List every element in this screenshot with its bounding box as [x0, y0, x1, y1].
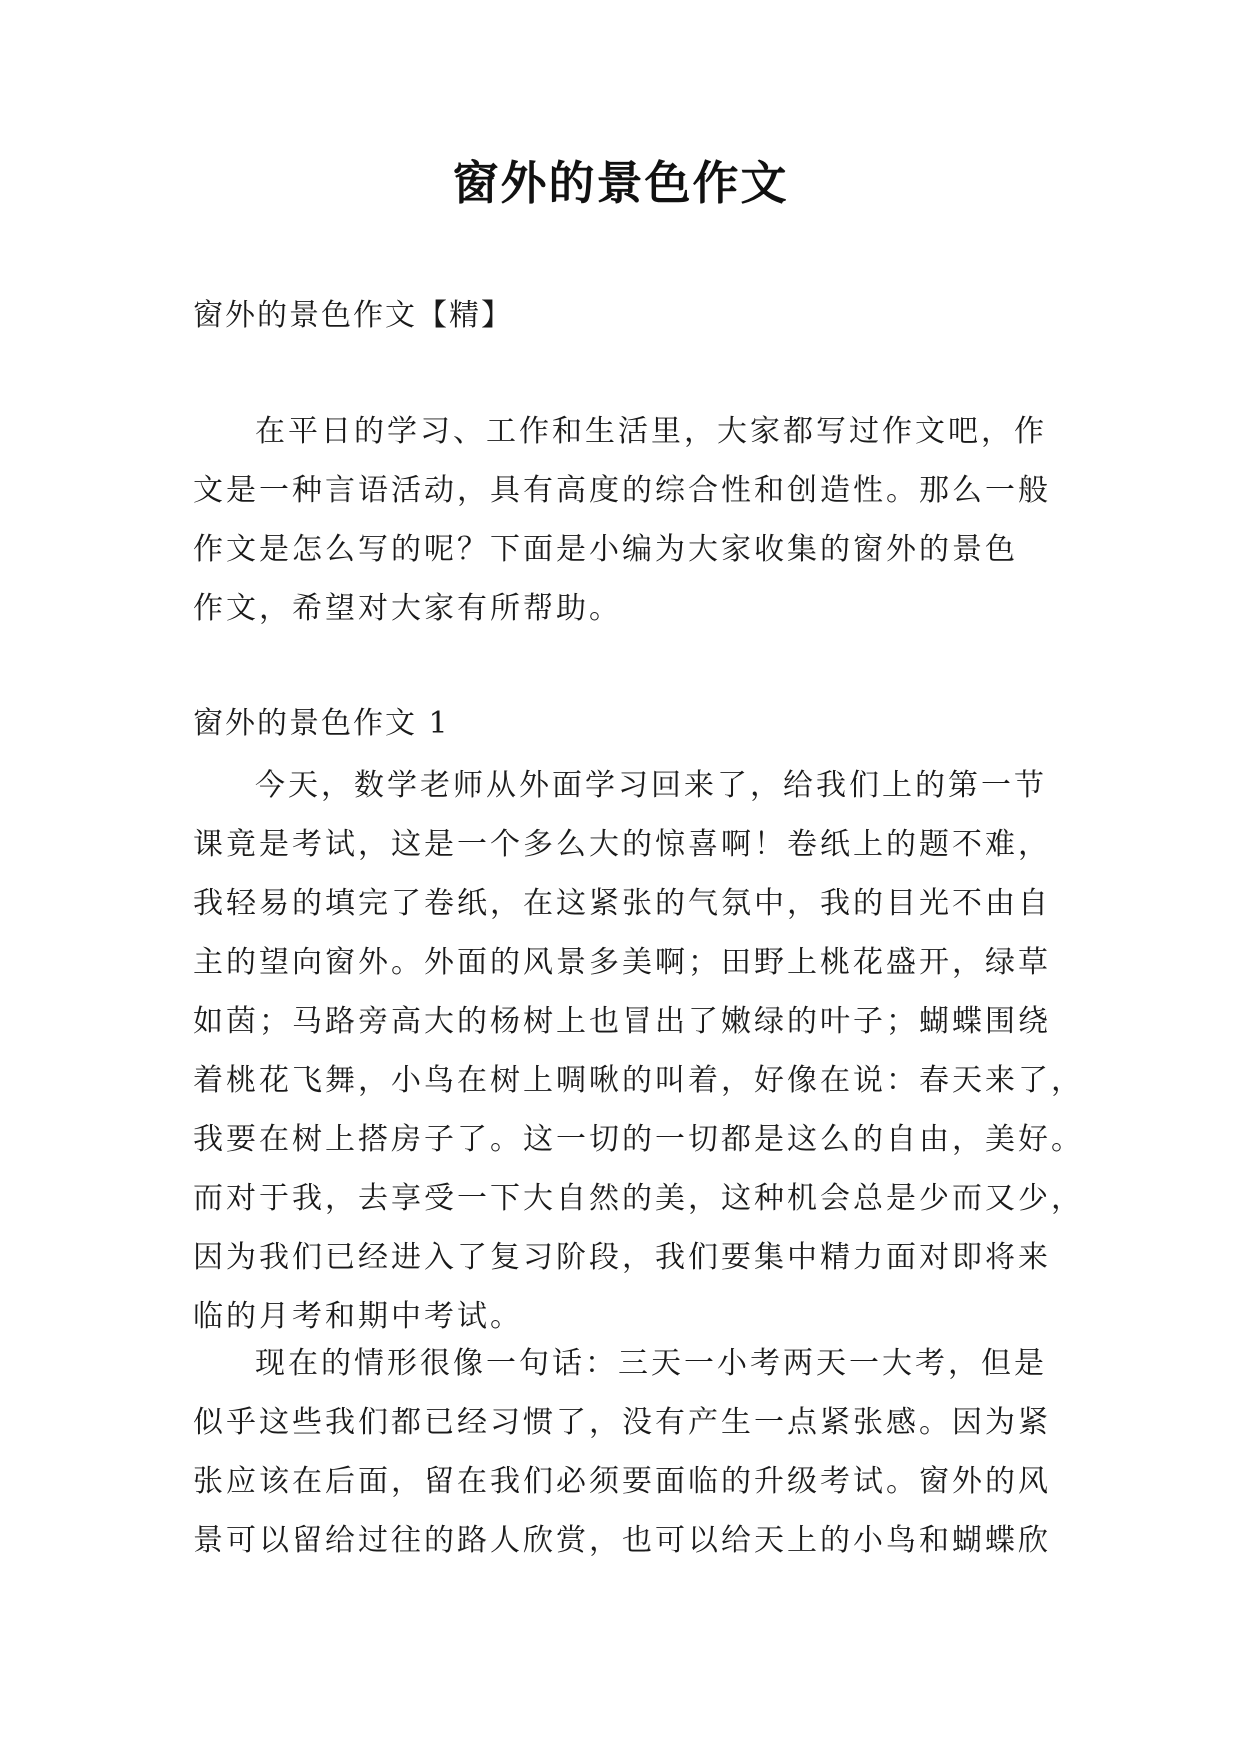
paragraph-line: 现在的情形很像一句话：三天一小考两天一大考，但是 [255, 1346, 1047, 1381]
paragraph-line: 课竟是考试，这是一个多么大的惊喜啊！卷纸上的题不难， [193, 827, 1051, 862]
essay-paragraph-2 [193, 1334, 1053, 1570]
paragraph-line: 今天，数学老师从外面学习回来了，给我们上的第一节 [255, 768, 1047, 803]
paragraph-line: 我要在树上搭房子了。这一切的一切都是这么的自由，美好。 [193, 1122, 1084, 1157]
paragraph-line: 在平日的学习、工作和生活里，大家都写过作文吧，作 [255, 414, 1047, 449]
section-heading: 窗外的景色作文 1 [193, 706, 450, 741]
intro-paragraph [193, 402, 1053, 638]
paragraph-line: 作文，希望对大家有所帮助。 [193, 591, 622, 626]
paragraph-line: 作文是怎么写的呢？下面是小编为大家收集的窗外的景色 [193, 532, 1018, 567]
paragraph-line: 着桃花飞舞，小鸟在树上啁啾的叫着，好像在说：春天来了， [193, 1063, 1084, 1098]
paragraph-line: 如茵；马路旁高大的杨树上也冒出了嫩绿的叶子；蝴蝶围绕 [193, 1004, 1051, 1039]
document-title: 窗外的景色作文 [452, 156, 789, 210]
paragraph-line: 而对于我，去享受一下大自然的美，这种机会总是少而又少， [193, 1181, 1084, 1216]
document-subtitle: 窗外的景色作文【精】 [193, 298, 513, 333]
paragraph-line: 文是一种言语活动，具有高度的综合性和创造性。那么一般 [193, 473, 1051, 508]
paragraph-line: 主的望向窗外。外面的风景多美啊；田野上桃花盛开，绿草 [193, 945, 1051, 980]
paragraph-line: 我轻易的填完了卷纸，在这紧张的气氛中，我的目光不由自 [193, 886, 1051, 921]
paragraph-line: 张应该在后面，留在我们必须要面临的升级考试。窗外的风 [193, 1464, 1051, 1499]
paragraph-line: 临的月考和期中考试。 [193, 1299, 523, 1334]
paragraph-line: 似乎这些我们都已经习惯了，没有产生一点紧张感。因为紧 [193, 1405, 1051, 1440]
paragraph-line: 景可以留给过往的路人欣赏，也可以给天上的小鸟和蝴蝶欣 [193, 1523, 1051, 1558]
essay-paragraph-1 [193, 756, 1084, 1346]
paragraph-line: 因为我们已经进入了复习阶段，我们要集中精力面对即将来 [193, 1240, 1051, 1275]
